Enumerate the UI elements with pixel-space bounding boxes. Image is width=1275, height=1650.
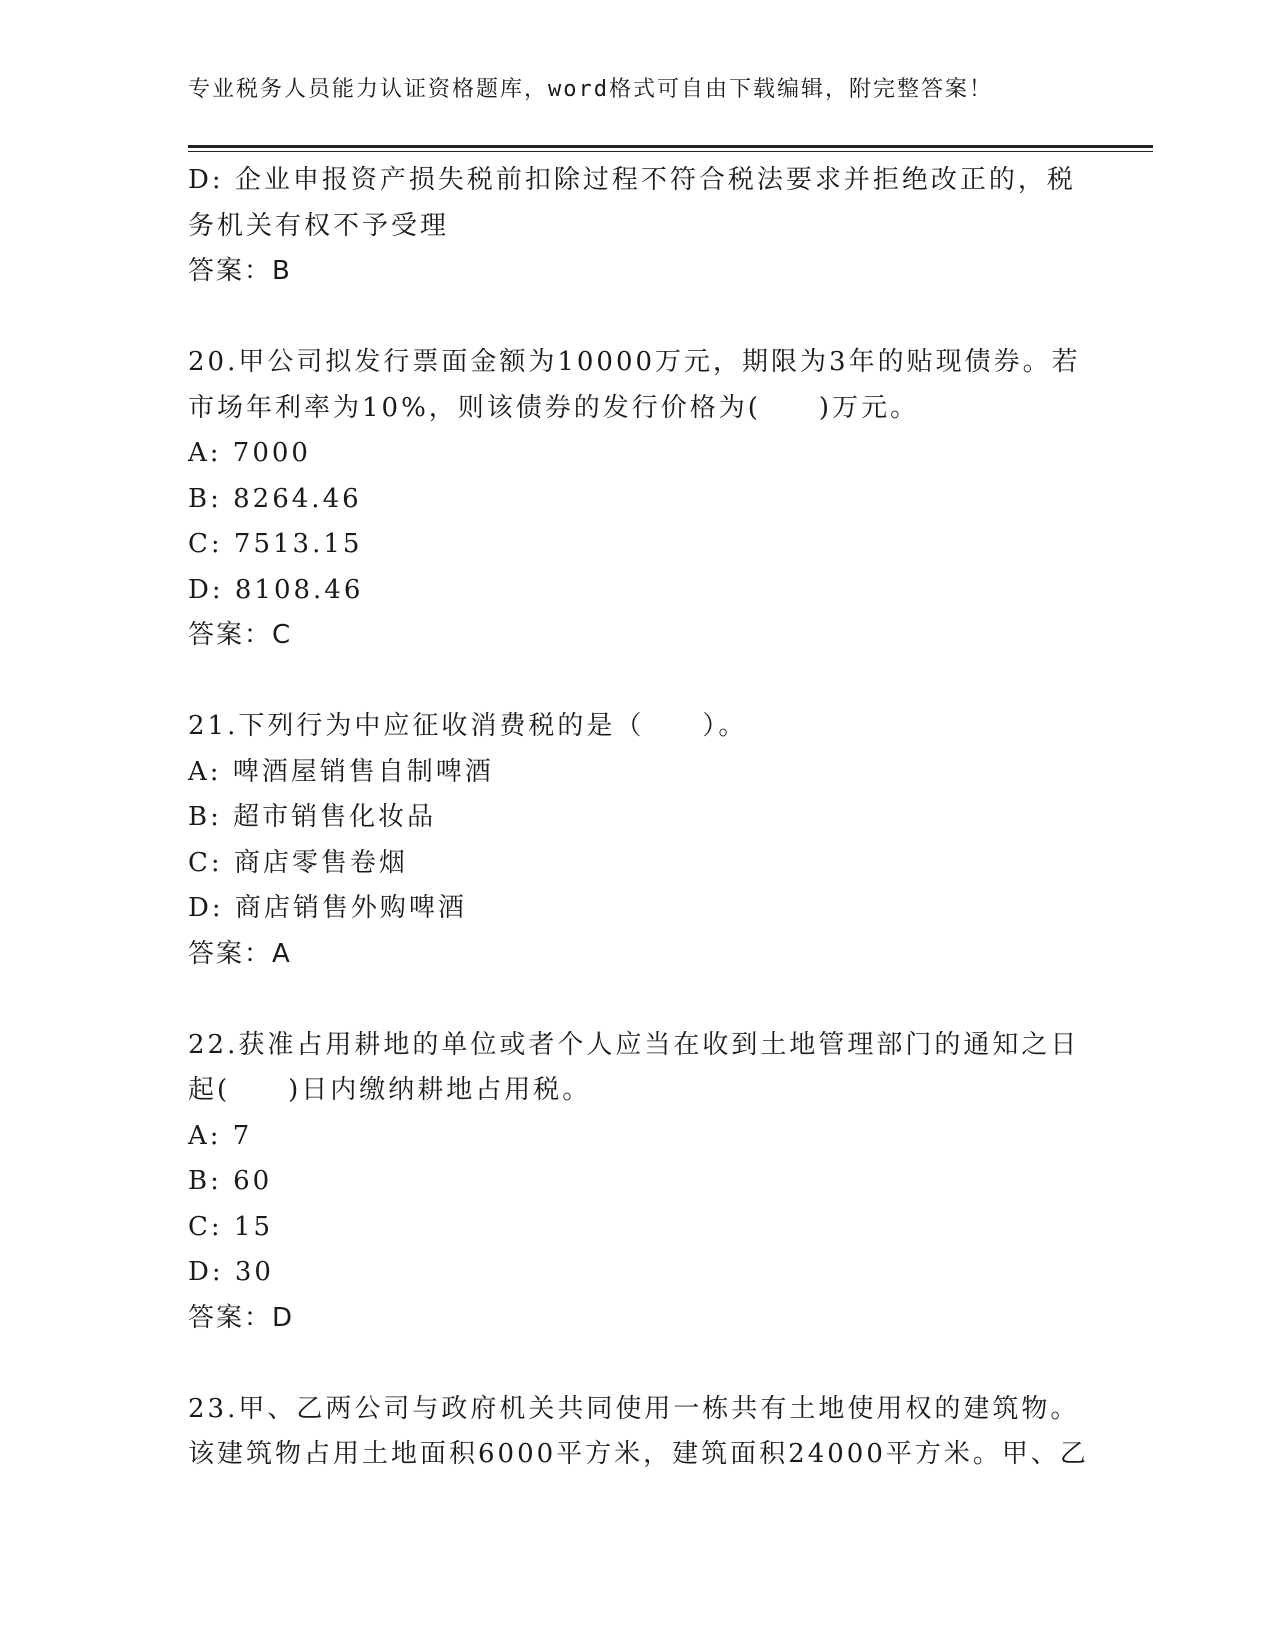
option-d-continued: 务机关有权不予受理 — [188, 210, 450, 241]
question-22-option-a: A: 7 — [188, 1120, 253, 1151]
question-20-option-c: C: 7513.15 — [188, 529, 363, 559]
question-20-option-d: D: 8108.46 — [188, 574, 364, 605]
question-22-answer: 答案：D — [188, 1302, 295, 1333]
question-22-text-continued: 起( )日内缴纳耕地占用税。 — [188, 1075, 592, 1105]
question-20-option-a: A: 7000 — [188, 438, 311, 468]
spacer — [188, 1341, 1078, 1387]
question-23-text-continued: 该建筑物占用土地面积6000平方米，建筑面积24000平方米。甲、乙 — [188, 1439, 1089, 1469]
spacer — [188, 977, 1078, 1023]
question-21-answer: 答案：A — [188, 938, 292, 969]
question-20-option-b: B: 8264.46 — [188, 483, 362, 514]
option-d: D: 企业申报资产损失税前扣除过程不符合税法要求并拒绝改正的，税 — [188, 165, 1076, 195]
question-22-option-c: C: 15 — [188, 1211, 274, 1242]
question-20-text: 20.甲公司拟发行票面金额为10000万元，期限为3年的贴现债券。若 — [188, 347, 1081, 377]
question-21-text: 21.下列行为中应征收消费税的是（ ）。 — [188, 711, 748, 741]
spacer — [188, 659, 1078, 705]
question-22-text: 22.获准占用耕地的单位或者个人应当在收到土地管理部门的通知之日 — [188, 1029, 1080, 1060]
page-header: 专业税务人员能力认证资格题库，word格式可自由下载编辑，附完整答案！ — [188, 77, 993, 102]
spacer — [188, 295, 1078, 341]
question-21-option-a: A: 啤酒屋销售自制啤酒 — [188, 756, 494, 787]
question-20-answer: 答案：C — [188, 620, 293, 650]
question-23-text: 23.甲、乙两公司与政府机关共同使用一栋共有土地使用权的建筑物。 — [188, 1393, 1080, 1424]
header-rule-thin — [188, 151, 1153, 152]
question-21-option-c: C: 商店零售卷烟 — [188, 847, 408, 878]
question-22-option-d: D: 30 — [188, 1257, 274, 1287]
answer-label: 答案：B — [188, 256, 292, 286]
question-22-option-b: B: 60 — [188, 1166, 273, 1196]
header-rule-thick — [188, 145, 1153, 148]
question-content — [188, 158, 1089, 1478]
question-21-option-d: D: 商店销售外购啤酒 — [188, 893, 467, 923]
question-21-option-b: B: 超市销售化妆品 — [188, 802, 437, 832]
question-20-text-continued: 市场年利率为10%，则该债券的发行价格为( )万元。 — [188, 392, 920, 423]
